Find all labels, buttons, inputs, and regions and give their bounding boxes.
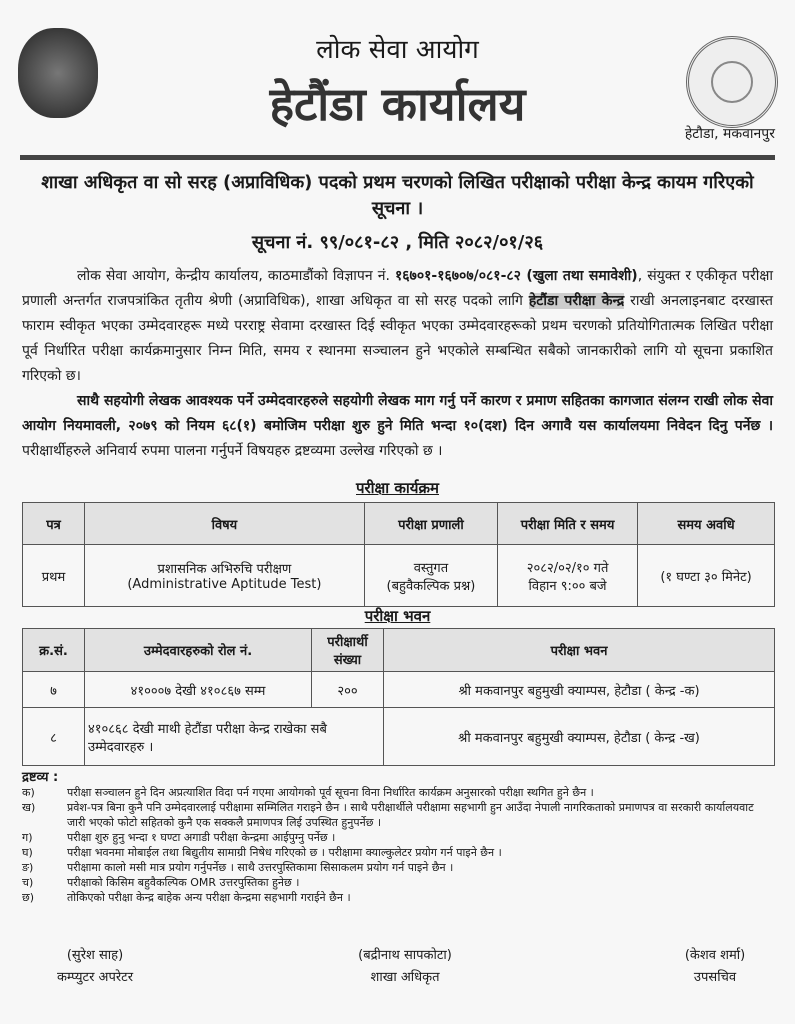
office-location: हेटौडा, मकवानपुर: [684, 126, 775, 142]
col-header: परीक्षा मिति र समय: [498, 503, 638, 545]
cell: [364, 545, 497, 607]
notice-title: शाखा अधिकृत वा सो सरह (अप्राविधिक) पदको प्रथम चरणको लिखित परीक्षाको परीक्षा केन्द्र कायम गरिएको सूचना ।: [41, 172, 754, 219]
note-item: [22, 875, 773, 890]
cell: २००: [312, 672, 384, 708]
col-header: उम्मेदवारहरुको रोल नं.: [85, 629, 312, 672]
note-item: [22, 785, 773, 800]
note-text: परीक्षा सञ्चालन हुने दिन अप्रत्याशित विदा पर्न गएमा आयोगको पूर्व सूचना विना निर्धारित कार्यक्रम अनुसारको परीक्षा स्थगित हुने छैन ।: [67, 786, 594, 799]
cell: श्री मकवानपुर बहुमुखी क्याम्पस, हेटौडा ( केन्द्र -क): [384, 672, 775, 708]
text: लोक सेवा आयोग, केन्द्रीय कार्यालय, काठमाडौंको विज्ञापन नं.: [77, 268, 395, 284]
paragraph-1: [22, 264, 773, 389]
cell: श्री मकवानपुर बहुमुखी क्याम्पस, हेटौडा ( केन्द्र -ख): [384, 708, 775, 766]
signature-2: [330, 945, 480, 989]
office-name: हेटौंडा कार्यालय: [269, 77, 526, 131]
note-key: च): [22, 876, 34, 889]
org-name: लोक सेवा आयोग: [316, 35, 479, 65]
note-item: [22, 860, 773, 875]
signature-3: [660, 945, 770, 989]
cell: प्रथम: [23, 545, 85, 607]
col-header: परीक्षा प्रणाली: [364, 503, 497, 545]
note-item: [22, 890, 773, 905]
signer-role: शाखा अधिकृत: [370, 970, 440, 985]
note-key: छ): [22, 891, 35, 904]
table-row: [23, 545, 775, 607]
schedule-heading: परीक्षा कार्यक्रम: [356, 479, 439, 497]
system-detail: (बहुवैकल्पिक प्रश्न): [386, 578, 476, 594]
note-item: [22, 845, 773, 860]
date: २०८२/०२/१० गते: [526, 560, 609, 576]
cell: ७: [23, 672, 85, 708]
col-header: परीक्षार्थी संख्या: [312, 629, 384, 672]
system: वस्तुगत: [413, 560, 449, 576]
note-text: परीक्षा शुरु हुनु भन्दा १ घण्टा अगाडी परीक्षा केन्द्रमा आईपुग्नु पर्नेछ ।: [67, 831, 336, 844]
signer-role: कम्प्युटर अपरेटर: [56, 970, 134, 985]
table-row: [23, 708, 775, 766]
cell: ४१०८६८ देखी माथी हेटौंडा परीक्षा केन्द्र राखेका सबै उम्मेदवारहरु ।: [85, 708, 384, 766]
text: राखी अनलाइनबाट दरखास्त फाराम स्वीकृत भएका उम्मेदवारहरू मध्ये परराष्ट्र सेवामा दरखास्त दिई स्वीकृत भएका उम्मेदवारहरूको प्रथम चरणको प्रतियोगितात्मक लिखित परीक्षा पूर्व निर्धारित परीक्षा कार्यक्रमानुसार निम्न मिति, समय र स्थानमा सञ्चालन हुने भएकोले सम्बन्धित सबैको जानकारीको लागि यो सूचना प्रकाशित गरिएको छ।: [22, 293, 773, 384]
signature-1: [30, 945, 160, 989]
table-row: [23, 672, 775, 708]
notice-number: सूचना नं. ९९/०८१-८२ , मिति २०८२/०१/२६: [251, 232, 544, 253]
col-header: पत्र: [23, 503, 85, 545]
signer-name: (सुरेश साह): [66, 948, 124, 963]
ad-number: १६७०१-१६७०७/०८१-८२ (खुला तथा समावेशी): [395, 268, 638, 284]
notice-body: [22, 264, 773, 464]
time: विहान ९:०० बजे: [528, 578, 607, 594]
note-item: [22, 800, 773, 830]
col-header: विषय: [85, 503, 365, 545]
cell: [498, 545, 638, 607]
signer-role: उपसचिव: [693, 970, 737, 985]
note-text: परीक्षाको किसिम बहुवैकल्पिक OMR उत्तरपुस्तिका हुनेछ ।: [67, 876, 300, 889]
col-header: समय अवधि: [638, 503, 775, 545]
note-text: परीक्षा भवनमा मोबाईल तथा बिद्युतीय सामाग्री निषेध गरिएको छ । परीक्षामा क्याल्कुलेटर प्रयोग गर्न पाइने छैन ।: [67, 846, 502, 859]
note-text: प्रवेश-पत्र बिना कुनै पनि उम्मेदवारलाई परीक्षामा सम्मिलित गराइने छैन । साथै परीक्षार्थीले परीक्षामा सहभागी हुन आउँदा नेपाली नागरिकताको प्रमाणपत्र वा सरकारी कार्यालयवाट जारी भएको फोटो सहितको कुनै एक सक्कलै प्रमाणपत्र लिई उपस्थित हुनुपर्नेछ ।: [67, 801, 754, 829]
note-text: परीक्षामा कालो मसी मात्र प्रयोग गर्नुपर्नेछ । साथै उत्तरपुस्तिकामा सिसाकलम प्रयोग गर्न पाइने छैन ।: [67, 861, 454, 874]
note-key: ख): [22, 801, 36, 814]
note-item: [22, 830, 773, 845]
subject-np: प्रशासनिक अभिरुचि परीक्षण: [157, 562, 292, 577]
venue-table: [22, 628, 775, 766]
notes: [22, 770, 773, 905]
cell: ४१०००७ देखी ४१०८६७ सम्म: [85, 672, 312, 708]
schedule-table: [22, 502, 775, 607]
note-key: क): [22, 786, 35, 799]
header-divider: [20, 155, 775, 160]
signer-name: (बद्रीनाथ सापकोटा): [358, 948, 452, 963]
subject-en: (Administrative Aptitude Test): [127, 577, 322, 592]
text: परीक्षार्थीहरुले अनिवार्य रुपमा पालना गर्नुपर्ने विषयहरु द्रष्टव्यमा उल्लेख गरिएको छ ।: [22, 443, 443, 459]
highlighted-center: हेटौंडा परीक्षा केन्द्र: [528, 293, 625, 309]
note-key: ग): [22, 831, 33, 844]
note-text: तोकिएको परीक्षा केन्द्र बाहेक अन्य परीक्षा केन्द्रमा सहभागी गराईने छैन ।: [67, 891, 351, 904]
notes-heading: द्रष्टव्य :: [22, 770, 59, 785]
cell: [85, 545, 365, 607]
signer-name: (केशव शर्मा): [684, 948, 746, 963]
note-key: ङ): [22, 861, 34, 874]
note-key: घ): [22, 846, 33, 859]
text-bold: साथै सहयोगी लेखक आवश्यक पर्ने उम्मेदवारहरुले सहयोगी लेखक माग गर्नु पर्ने कारण र प्रमाण सहितका कागजात संलग्न राखी लोक सेवा आयोग नियमावली, २०७९ को नियम ६८(१) बमोजिम परीक्षा शुरु हुने मिति भन्दा १०(दश) दिन अगावै यस कार्यालयमा निवेदन दिनु पर्नेछ ।: [22, 393, 773, 434]
col-header: क्र.सं.: [23, 629, 85, 672]
venue-heading: परीक्षा भवन: [364, 607, 431, 625]
cell: (१ घण्टा ३० मिनेट): [638, 545, 775, 607]
text: , संयुक्त र एकीकृत परीक्षा प्रणाली अन्तर्गत राजपत्रांकित तृतीय श्रेणी (अप्राविधिक), शाखा अधिकृत वा सो सरह पदको लागि: [22, 268, 773, 309]
paragraph-2: [22, 389, 773, 464]
cell: ८: [23, 708, 85, 766]
col-header: परीक्षा भवन: [384, 629, 775, 672]
